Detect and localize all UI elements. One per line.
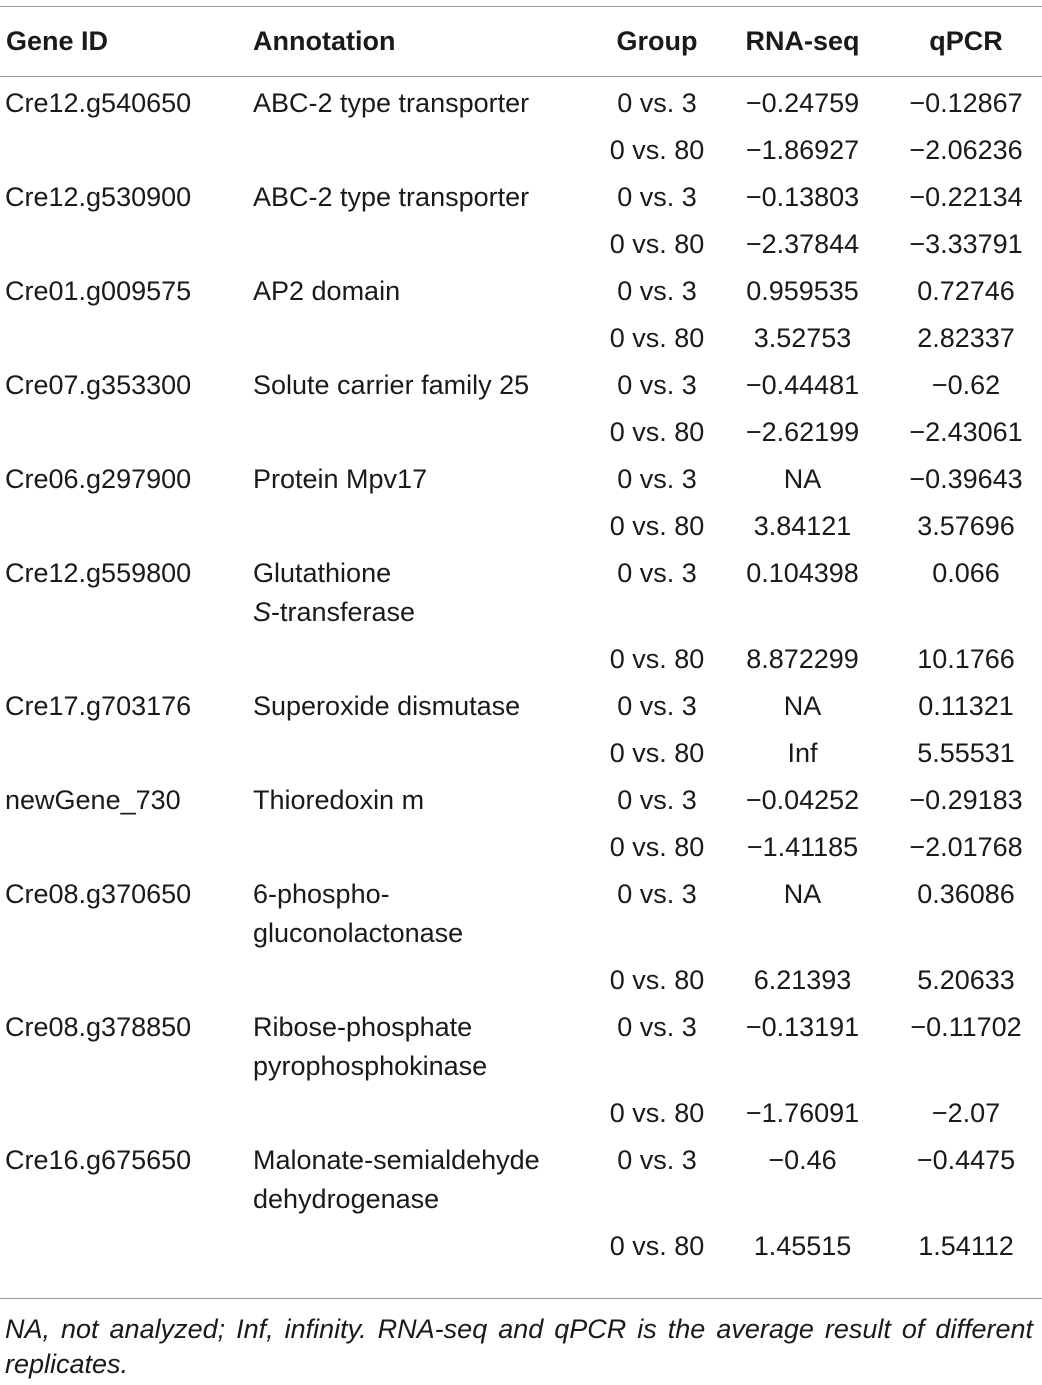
table-row <box>0 679 1042 726</box>
empty-cell <box>253 405 593 452</box>
rna-seq-cell: −1.41185 <box>746 832 859 862</box>
empty-cell <box>253 1219 593 1266</box>
rna-seq-cell: 1.45515 <box>753 1231 852 1261</box>
qpcr-cell: 0.11321 <box>918 691 1014 721</box>
rna-seq-cell: 6.21393 <box>753 965 852 995</box>
table-header-row <box>0 6 1042 76</box>
table-row <box>0 264 1042 311</box>
table-row <box>0 499 1042 546</box>
rna-seq-cell: Inf <box>787 738 818 768</box>
empty-cell <box>0 820 253 867</box>
header-qpcr: qPCR <box>929 25 1003 56</box>
empty-cell <box>0 405 253 452</box>
annotation-line: Solute carrier family 25 <box>253 370 530 400</box>
annotation-line: Glutathione <box>253 558 392 588</box>
empty-cell <box>253 726 593 773</box>
rna-seq-cell: −1.76091 <box>745 1098 860 1128</box>
gene-id-cell: Cre08.g370650 <box>5 879 192 909</box>
annotation-line-2: dehydrogenase <box>253 1184 440 1214</box>
gene-id-cell: newGene_730 <box>5 785 181 815</box>
rna-seq-cell: 3.52753 <box>753 323 852 353</box>
annotation-cell <box>253 679 593 726</box>
annotation-line: 6-phospho- <box>253 879 390 909</box>
table-row <box>0 1086 1042 1133</box>
annotation-line: ABC-2 type transporter <box>253 182 530 212</box>
group-cell: 0 vs. 3 <box>617 1012 697 1042</box>
annotation-cell <box>253 1133 593 1219</box>
table-row <box>0 405 1042 452</box>
annotation-cell <box>253 1000 593 1086</box>
empty-cell <box>253 820 593 867</box>
annotation-line: AP2 domain <box>253 276 401 306</box>
empty-cell <box>253 217 593 264</box>
rna-seq-cell: −0.13191 <box>745 1012 860 1042</box>
qpcr-cell: 3.57696 <box>917 511 1015 541</box>
group-cell: 0 vs. 80 <box>609 417 705 447</box>
table-row <box>0 820 1042 867</box>
group-cell: 0 vs. 80 <box>609 832 705 862</box>
qpcr-cell: −3.33791 <box>909 229 1023 259</box>
annotation-italic-prefix: S <box>253 597 272 627</box>
group-cell: 0 vs. 80 <box>609 965 705 995</box>
empty-cell <box>0 953 253 1000</box>
empty-cell <box>253 632 593 679</box>
rna-seq-cell: NA <box>783 691 822 721</box>
empty-cell <box>0 1219 253 1266</box>
rna-seq-cell: 0.959535 <box>746 276 859 306</box>
group-cell: 0 vs. 3 <box>617 558 697 588</box>
group-cell: 0 vs. 80 <box>609 135 705 165</box>
gene-id-cell: Cre07.g353300 <box>5 370 192 400</box>
rna-seq-cell: −0.04252 <box>745 785 860 815</box>
qpcr-cell: 0.36086 <box>917 879 1015 909</box>
qpcr-cell: −0.22134 <box>909 182 1023 212</box>
qpcr-cell: 1.54112 <box>918 1231 1014 1261</box>
gene-id-cell: Cre16.g675650 <box>5 1145 192 1175</box>
qpcr-cell: 5.55531 <box>917 738 1015 768</box>
header-group: Group <box>616 25 698 56</box>
group-cell: 0 vs. 3 <box>617 88 697 118</box>
empty-cell <box>0 311 253 358</box>
group-cell: 0 vs. 3 <box>617 464 697 494</box>
empty-cell <box>253 499 593 546</box>
annotation-line-2: pyrophosphokinase <box>253 1051 488 1081</box>
empty-cell <box>253 123 593 170</box>
qpcr-cell: 10.1766 <box>917 644 1015 674</box>
annotation-line: ABC-2 type transporter <box>253 88 530 118</box>
empty-cell <box>0 123 253 170</box>
annotation-cell <box>253 358 593 405</box>
group-cell: 0 vs. 80 <box>609 511 705 541</box>
empty-cell <box>0 1086 253 1133</box>
table-row <box>0 867 1042 953</box>
table-row <box>0 170 1042 217</box>
empty-cell <box>0 726 253 773</box>
qpcr-cell: −0.39643 <box>909 464 1023 494</box>
qpcr-cell: −0.4475 <box>916 1145 1016 1175</box>
rna-seq-cell: NA <box>783 464 822 494</box>
qpcr-cell: −2.01768 <box>909 832 1023 862</box>
table-row <box>0 452 1042 499</box>
gene-id-cell: Cre12.g559800 <box>5 558 192 588</box>
group-cell: 0 vs. 80 <box>609 229 705 259</box>
header-rna-seq: RNA-seq <box>745 25 860 56</box>
group-cell: 0 vs. 3 <box>617 370 697 400</box>
qpcr-cell: −2.43061 <box>909 417 1023 447</box>
group-cell: 0 vs. 80 <box>609 644 705 674</box>
group-cell: 0 vs. 3 <box>617 785 697 815</box>
annotation-line-2: -transferase <box>271 597 416 627</box>
table-row <box>0 123 1042 170</box>
qpcr-cell: −0.12867 <box>909 88 1023 118</box>
rna-seq-cell: −1.86927 <box>745 135 860 165</box>
group-cell: 0 vs. 3 <box>617 879 697 909</box>
qpcr-cell: −0.11702 <box>910 1012 1022 1042</box>
annotation-line: Ribose-phosphate <box>253 1012 473 1042</box>
qpcr-cell: −2.06236 <box>909 135 1023 165</box>
rna-seq-cell: −0.24759 <box>745 88 860 118</box>
header-gene-id: Gene ID <box>6 25 109 56</box>
table-row <box>0 311 1042 358</box>
annotation-cell <box>253 867 593 953</box>
annotation-cell <box>253 76 593 123</box>
annotation-line: Malonate-semialdehyde <box>253 1145 540 1175</box>
annotation-line-2: gluconolactonase <box>253 918 464 948</box>
rna-seq-cell: −0.44481 <box>745 370 860 400</box>
annotation-cell <box>253 773 593 820</box>
qpcr-cell: 5.20633 <box>917 965 1015 995</box>
table-row <box>0 358 1042 405</box>
table-row <box>0 1219 1042 1266</box>
table-row <box>0 1133 1042 1219</box>
group-cell: 0 vs. 80 <box>609 738 705 768</box>
gene-id-cell: Cre12.g540650 <box>5 88 192 118</box>
empty-cell <box>253 1086 593 1133</box>
bottom-rule <box>0 1298 1042 1299</box>
qpcr-cell: −0.29183 <box>909 785 1023 815</box>
qpcr-cell: 2.82337 <box>917 323 1015 353</box>
group-cell: 0 vs. 80 <box>609 323 705 353</box>
annotation-line: Thioredoxin m <box>253 785 425 815</box>
empty-cell <box>253 953 593 1000</box>
empty-cell <box>0 499 253 546</box>
gene-id-cell: Cre01.g009575 <box>5 276 192 306</box>
table-row <box>0 76 1042 123</box>
gene-expression-table <box>0 6 1042 1266</box>
group-cell: 0 vs. 80 <box>609 1231 705 1261</box>
rna-seq-cell: −2.62199 <box>745 417 860 447</box>
group-cell: 0 vs. 80 <box>609 1098 705 1128</box>
table-row <box>0 217 1042 264</box>
table-row <box>0 726 1042 773</box>
gene-id-cell: Cre12.g530900 <box>5 182 192 212</box>
qpcr-cell: −2.07 <box>931 1098 1001 1128</box>
table-row <box>0 953 1042 1000</box>
group-cell: 0 vs. 3 <box>617 1145 697 1175</box>
table-body <box>0 76 1042 1266</box>
rna-seq-cell: −2.37844 <box>745 229 860 259</box>
rna-seq-cell: −0.13803 <box>745 182 860 212</box>
table-row <box>0 1000 1042 1086</box>
header-annotation: Annotation <box>253 25 396 56</box>
gene-id-cell: Cre17.g703176 <box>5 691 192 721</box>
annotation-line: Superoxide dismutase <box>253 691 521 721</box>
rna-seq-cell: −0.46 <box>768 1145 837 1175</box>
group-cell: 0 vs. 3 <box>617 182 697 212</box>
table-row <box>0 546 1042 632</box>
empty-cell <box>253 311 593 358</box>
group-cell: 0 vs. 3 <box>617 691 697 721</box>
table-row <box>0 773 1042 820</box>
rna-seq-cell: 8.872299 <box>746 644 859 674</box>
qpcr-cell: 0.066 <box>932 558 1000 588</box>
empty-cell <box>0 217 253 264</box>
annotation-line: Protein Mpv17 <box>253 464 428 494</box>
rna-seq-cell: NA <box>783 879 822 909</box>
annotation-cell <box>253 264 593 311</box>
empty-cell <box>0 632 253 679</box>
table-row <box>0 632 1042 679</box>
group-cell: 0 vs. 3 <box>617 276 697 306</box>
qpcr-cell: −0.62 <box>931 370 1001 400</box>
annotation-cell <box>253 546 593 632</box>
gene-id-cell: Cre08.g378850 <box>5 1012 192 1042</box>
gene-id-cell: Cre06.g297900 <box>5 464 192 494</box>
rna-seq-cell: 3.84121 <box>753 511 852 541</box>
table-footnote: NA, not analyzed; Inf, infinity. RNA-seq and qPCR is the average result of different replicates. <box>5 1314 1033 1379</box>
rna-seq-cell: 0.104398 <box>746 558 859 588</box>
qpcr-cell: 0.72746 <box>917 276 1015 306</box>
annotation-cell <box>253 170 593 217</box>
annotation-cell <box>253 452 593 499</box>
